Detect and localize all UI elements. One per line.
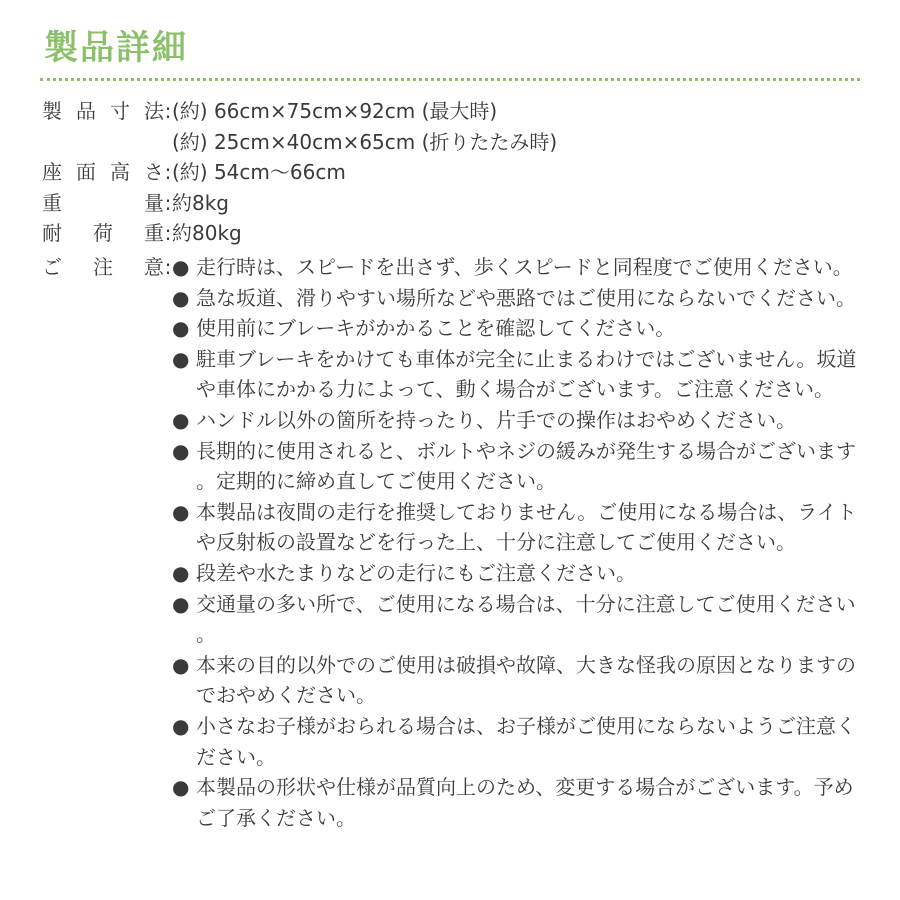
spec-value: 約8kg	[172, 190, 230, 215]
notes-separator: :	[164, 255, 172, 279]
note-item	[172, 344, 872, 405]
spec-value: 約80kg	[172, 221, 242, 246]
bullet-icon: ●	[172, 713, 190, 738]
note-item	[172, 252, 872, 283]
bullet-icon: ●	[172, 560, 190, 585]
note-text: 小さなお子様がおられる場合は、お子様がご使用にならないようご注意ください。	[196, 713, 856, 769]
spec-row	[42, 188, 872, 219]
note-item	[172, 283, 872, 314]
note-item	[172, 436, 872, 497]
note-item	[172, 772, 872, 833]
spec-row	[42, 157, 872, 188]
bullet-icon: ●	[172, 285, 190, 310]
note-text: 交通量の多い所で、ご使用になる場合は、十分に注意してご使用ください。	[196, 591, 856, 647]
note-item	[172, 497, 872, 558]
spec-row	[42, 127, 872, 158]
spec-label	[42, 157, 164, 188]
note-item	[172, 711, 872, 772]
spec-separator	[164, 127, 172, 158]
page-title: 製品詳細	[44, 28, 188, 68]
note-item	[172, 650, 872, 711]
notes-label	[42, 252, 164, 283]
spec-label-char: 面	[76, 160, 96, 185]
spec-list	[42, 96, 872, 249]
spec-label-char: 製	[42, 99, 62, 123]
notes-list	[172, 252, 872, 833]
spec-label	[42, 188, 164, 219]
spec-label	[42, 96, 164, 127]
note-item	[172, 558, 872, 589]
spec-label-char: 荷	[93, 221, 113, 246]
spec-separator: :	[164, 221, 172, 246]
spec-label-char: 重	[144, 221, 164, 246]
bullet-icon: ●	[172, 346, 190, 371]
spec-separator: :	[164, 160, 172, 185]
spec-label-char: 品	[76, 99, 96, 123]
note-item	[172, 313, 872, 344]
spec-value: (約) 54cm〜66cm	[172, 160, 346, 185]
bullet-icon: ●	[172, 255, 190, 279]
note-text: 本来の目的以外でのご使用は破損や故障、大きな怪我の原因となりますのでおやめください。	[196, 652, 856, 708]
spec-row	[42, 96, 872, 127]
note-text: ハンドル以外の箇所を持ったり、片手での操作はおやめください。	[196, 407, 796, 432]
spec-label-char: 重	[42, 190, 62, 215]
spec-label-char: 法	[144, 99, 164, 123]
bullet-icon: ●	[172, 775, 190, 800]
notes-label-char: ご	[42, 255, 62, 279]
note-text: 急な坂道、滑りやすい場所などや悪路ではご使用にならないでください。	[196, 285, 856, 310]
spec-label-char: 量	[144, 190, 164, 215]
notes-label-char: 意	[144, 255, 164, 279]
dotted-divider	[40, 78, 860, 81]
spec-label	[42, 218, 164, 249]
spec-label-char: 寸	[110, 99, 130, 123]
spec-label-char: 高	[110, 160, 130, 185]
notes-label-char: 注	[93, 255, 113, 279]
bullet-icon: ●	[172, 591, 190, 616]
note-text: 本製品の形状や仕様が品質向上のため、変更する場合がございます。予めご了承ください。	[196, 775, 854, 830]
note-text: 長期的に使用されると、ボルトやネジの緩みが発生する場合がございます。定期的に締め直してご使用ください。	[196, 438, 856, 494]
spec-label	[42, 127, 164, 158]
spec-value: (約) 25cm×40cm×65cm (折りたたみ時)	[172, 129, 558, 154]
spec-label-char: 耐	[42, 221, 62, 246]
bullet-icon: ●	[172, 652, 190, 677]
notes-section	[42, 252, 872, 833]
note-text: 段差や水たまりなどの走行にもご注意ください。	[196, 560, 636, 585]
note-text: 駐車ブレーキをかけても車体が完全に止まるわけではございません。坂道や車体にかかる力によって、動く場合がございます。ご注意ください。	[196, 346, 857, 402]
note-text: 走行時は、スピードを出さず、歩くスピードと同程度でご使用ください。	[196, 255, 853, 279]
note-item	[172, 589, 872, 650]
bullet-icon: ●	[172, 438, 190, 463]
spec-value: (約) 66cm×75cm×92cm (最大時)	[172, 99, 498, 123]
spec-separator: :	[164, 99, 172, 123]
spec-row	[42, 218, 872, 249]
note-text: 使用前にブレーキがかかることを確認してください。	[196, 316, 676, 341]
bullet-icon: ●	[172, 499, 190, 524]
note-item	[172, 405, 872, 436]
bullet-icon: ●	[172, 407, 190, 432]
spec-label-char: 座	[42, 160, 62, 185]
spec-separator: :	[164, 190, 172, 215]
bullet-icon: ●	[172, 316, 190, 341]
spec-label-char: さ	[144, 160, 164, 185]
note-text: 本製品は夜間の走行を推奨しておりません。ご使用になる場合は、ライトや反射板の設置などを行った上、十分に注意してご使用ください。	[196, 499, 857, 555]
